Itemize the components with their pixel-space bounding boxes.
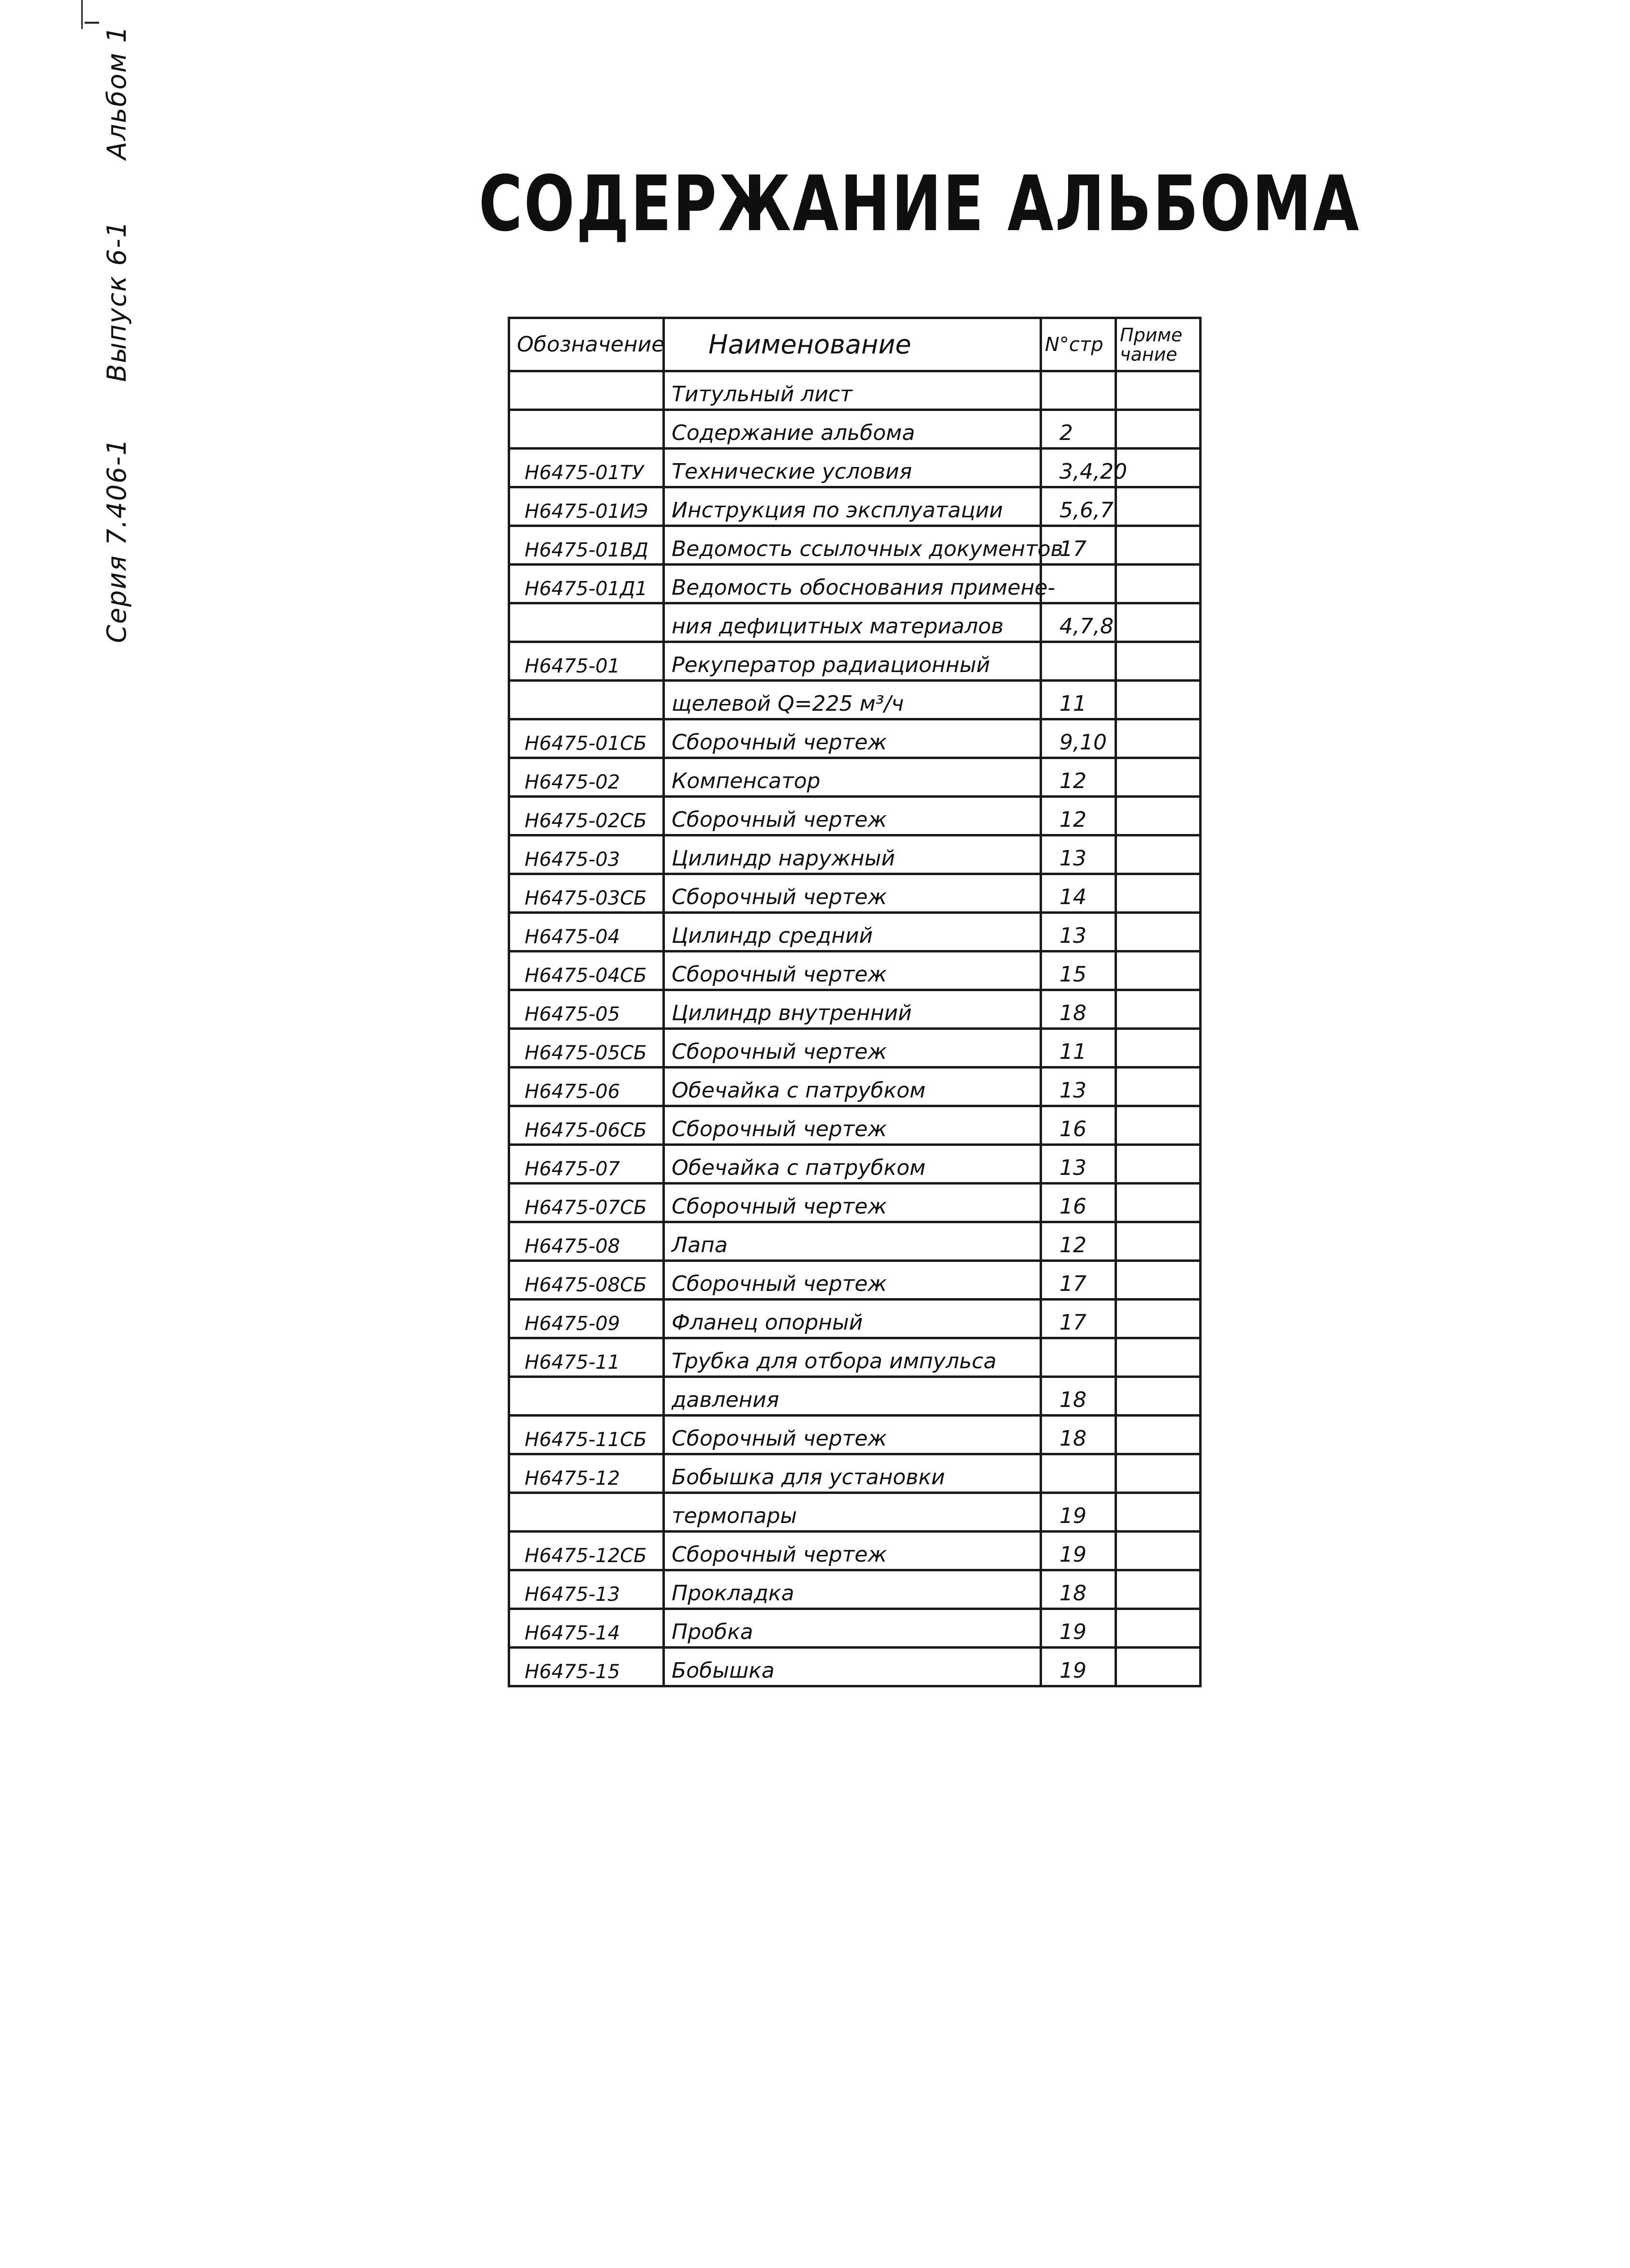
cell-designation: Н6475-01ТУ	[509, 449, 664, 487]
cell-name: Сборочный чертеж	[664, 1261, 1041, 1300]
cell-name: Содержание альбома	[664, 410, 1041, 449]
cell-designation	[509, 603, 664, 642]
page-title: СОДЕРЖАНИЕ АЛЬБОМА	[479, 160, 1361, 249]
cell-name: Инструкция по эксплуатации	[664, 487, 1041, 526]
table-row	[509, 526, 1201, 565]
table-row	[509, 371, 1201, 410]
cell-page: 9,10	[1041, 719, 1116, 758]
cell-designation: Н6475-01Д1	[509, 565, 664, 603]
cell-designation: Н6475-06СБ	[509, 1106, 664, 1145]
cell-name: Сборочный чертеж	[664, 1184, 1041, 1222]
table-row	[509, 565, 1201, 603]
cell-note	[1116, 719, 1201, 758]
table-row	[509, 1338, 1201, 1377]
cell-page: 3,4,20	[1041, 449, 1116, 487]
cell-designation: Н6475-13	[509, 1570, 664, 1609]
cell-note	[1116, 1184, 1201, 1222]
cell-page: 13	[1041, 835, 1116, 874]
cell-page	[1041, 371, 1116, 410]
cell-note	[1116, 526, 1201, 565]
header-page: N°стр	[1041, 318, 1116, 371]
cell-name: Сборочный чертеж	[664, 1532, 1041, 1570]
cell-page	[1041, 642, 1116, 681]
cell-note	[1116, 1377, 1201, 1416]
cell-designation: Н6475-07	[509, 1145, 664, 1184]
table-row	[509, 1648, 1201, 1686]
table-row	[509, 1609, 1201, 1648]
cell-page: 19	[1041, 1532, 1116, 1570]
header-designation: Обозначение	[509, 318, 664, 371]
cell-designation	[509, 1493, 664, 1532]
cell-page: 2	[1041, 410, 1116, 449]
table-row	[509, 1532, 1201, 1570]
cell-name: Фланец опорный	[664, 1300, 1041, 1338]
cell-page: 12	[1041, 758, 1116, 797]
cell-designation: Н6475-07СБ	[509, 1184, 664, 1222]
cell-page: 18	[1041, 990, 1116, 1029]
cell-name: Обечайка с патрубком	[664, 1068, 1041, 1106]
cell-designation: Н6475-01ИЭ	[509, 487, 664, 526]
table-row	[509, 1106, 1201, 1145]
cell-designation	[509, 1377, 664, 1416]
cell-name: ния дефицитных материалов	[664, 603, 1041, 642]
header-name: Наименование	[664, 318, 1041, 371]
cell-note	[1116, 642, 1201, 681]
cell-note	[1116, 913, 1201, 951]
cell-designation	[509, 410, 664, 449]
cell-name: Лапа	[664, 1222, 1041, 1261]
cell-name: Бобышка для установки	[664, 1454, 1041, 1493]
cell-designation: Н6475-04	[509, 913, 664, 951]
table-row	[509, 874, 1201, 913]
cell-name: Ведомость ссылочных документов	[664, 526, 1041, 565]
cell-designation: Н6475-06	[509, 1068, 664, 1106]
cell-designation: Н6475-08СБ	[509, 1261, 664, 1300]
cell-note	[1116, 1261, 1201, 1300]
cell-designation: Н6475-01ВД	[509, 526, 664, 565]
table-row	[509, 758, 1201, 797]
table-row	[509, 681, 1201, 719]
cell-designation: Н6475-08	[509, 1222, 664, 1261]
cell-page: 13	[1041, 1068, 1116, 1106]
table-row	[509, 951, 1201, 990]
cell-name: щелевой Q=225 м³/ч	[664, 681, 1041, 719]
cell-name: Ведомость обоснования примене-	[664, 565, 1041, 603]
cell-page	[1041, 1454, 1116, 1493]
cell-note	[1116, 1068, 1201, 1106]
cell-designation: Н6475-12СБ	[509, 1532, 664, 1570]
cell-note	[1116, 449, 1201, 487]
header-note: Приме чание	[1116, 318, 1201, 371]
cell-note	[1116, 1106, 1201, 1145]
cell-note	[1116, 1493, 1201, 1532]
side-stamp-seriya: Серия 7.406-1	[102, 438, 132, 643]
cell-page: 12	[1041, 1222, 1116, 1261]
cell-designation: Н6475-11СБ	[509, 1416, 664, 1454]
table-row	[509, 1454, 1201, 1493]
table-row	[509, 990, 1201, 1029]
cell-note	[1116, 565, 1201, 603]
table-row	[509, 1377, 1201, 1416]
cell-name: Сборочный чертеж	[664, 1416, 1041, 1454]
cell-page: 13	[1041, 913, 1116, 951]
cell-note	[1116, 758, 1201, 797]
table-row	[509, 797, 1201, 835]
cell-name: Трубка для отбора импульса	[664, 1338, 1041, 1377]
cell-page: 16	[1041, 1106, 1116, 1145]
cell-designation: Н6475-11	[509, 1338, 664, 1377]
cell-designation: Н6475-01	[509, 642, 664, 681]
cell-name: Цилиндр наружный	[664, 835, 1041, 874]
side-stamp-album: Альбом 1	[102, 25, 132, 160]
cell-designation: Н6475-02СБ	[509, 797, 664, 835]
table-row	[509, 1184, 1201, 1222]
cell-note	[1116, 371, 1201, 410]
cell-page: 17	[1041, 526, 1116, 565]
cell-page: 16	[1041, 1184, 1116, 1222]
cell-page: 18	[1041, 1570, 1116, 1609]
cell-page: 14	[1041, 874, 1116, 913]
cell-note	[1116, 990, 1201, 1029]
cell-name: Сборочный чертеж	[664, 951, 1041, 990]
cell-note	[1116, 681, 1201, 719]
cell-page: 12	[1041, 797, 1116, 835]
cell-name: Рекуператор радиационный	[664, 642, 1041, 681]
cell-designation: Н6475-09	[509, 1300, 664, 1338]
cell-note	[1116, 1029, 1201, 1068]
table-row	[509, 1145, 1201, 1184]
cell-name: Компенсатор	[664, 758, 1041, 797]
cell-note	[1116, 835, 1201, 874]
cell-designation	[509, 681, 664, 719]
cell-name: Сборочный чертеж	[664, 797, 1041, 835]
cell-page: 13	[1041, 1145, 1116, 1184]
cell-note	[1116, 1532, 1201, 1570]
cell-note	[1116, 603, 1201, 642]
table-row	[509, 719, 1201, 758]
table-header-row	[509, 318, 1201, 371]
table-row	[509, 835, 1201, 874]
cell-note	[1116, 1648, 1201, 1686]
cell-note	[1116, 1222, 1201, 1261]
cell-name: Цилиндр внутренний	[664, 990, 1041, 1029]
cell-page: 15	[1041, 951, 1116, 990]
cell-designation: Н6475-02	[509, 758, 664, 797]
cell-name: Сборочный чертеж	[664, 1106, 1041, 1145]
table-row	[509, 410, 1201, 449]
cell-name: термопары	[664, 1493, 1041, 1532]
cell-designation: Н6475-04СБ	[509, 951, 664, 990]
cell-page: 5,6,7	[1041, 487, 1116, 526]
cell-page: 17	[1041, 1300, 1116, 1338]
cell-note	[1116, 410, 1201, 449]
cell-note	[1116, 797, 1201, 835]
cell-note	[1116, 951, 1201, 990]
cell-page: 4,7,8	[1041, 603, 1116, 642]
table-body	[509, 371, 1201, 1686]
cell-note	[1116, 1416, 1201, 1454]
cell-name: Бобышка	[664, 1648, 1041, 1686]
cell-name: Технические условия	[664, 449, 1041, 487]
table-row	[509, 487, 1201, 526]
cell-name: Обечайка с патрубком	[664, 1145, 1041, 1184]
cell-name: Цилиндр средний	[664, 913, 1041, 951]
cell-page: 19	[1041, 1609, 1116, 1648]
cell-note	[1116, 1300, 1201, 1338]
table-row	[509, 1068, 1201, 1106]
table-row	[509, 1029, 1201, 1068]
cell-designation: Н6475-12	[509, 1454, 664, 1493]
table-row	[509, 642, 1201, 681]
cell-name: Титульный лист	[664, 371, 1041, 410]
table-row	[509, 1261, 1201, 1300]
table-row	[509, 1570, 1201, 1609]
table-row	[509, 1222, 1201, 1261]
cell-page: 17	[1041, 1261, 1116, 1300]
table-row	[509, 1493, 1201, 1532]
cell-note	[1116, 1338, 1201, 1377]
side-stamp	[46, 0, 132, 677]
cell-name: Пробка	[664, 1609, 1041, 1648]
cell-page	[1041, 1338, 1116, 1377]
cell-note	[1116, 487, 1201, 526]
table-row	[509, 449, 1201, 487]
cell-page: 18	[1041, 1416, 1116, 1454]
cell-page: 18	[1041, 1377, 1116, 1416]
cell-name: Прокладка	[664, 1570, 1041, 1609]
cell-designation: Н6475-15	[509, 1648, 664, 1686]
cell-name: Сборочный чертеж	[664, 1029, 1041, 1068]
cell-page: 11	[1041, 681, 1116, 719]
cell-designation: Н6475-05	[509, 990, 664, 1029]
cell-page: 19	[1041, 1648, 1116, 1686]
cell-note	[1116, 1145, 1201, 1184]
cell-designation: Н6475-03	[509, 835, 664, 874]
cell-designation: Н6475-03СБ	[509, 874, 664, 913]
cell-note	[1116, 874, 1201, 913]
cell-designation: Н6475-14	[509, 1609, 664, 1648]
cell-name: давления	[664, 1377, 1041, 1416]
cell-note	[1116, 1454, 1201, 1493]
table-row	[509, 603, 1201, 642]
cell-page: 19	[1041, 1493, 1116, 1532]
cell-note	[1116, 1570, 1201, 1609]
cell-designation: Н6475-01СБ	[509, 719, 664, 758]
side-stamp-vypusk: Выпуск 6-1	[102, 220, 132, 382]
contents-table	[508, 317, 1202, 1687]
table-row	[509, 1416, 1201, 1454]
table-row	[509, 913, 1201, 951]
cell-page: 11	[1041, 1029, 1116, 1068]
cell-designation: Н6475-05СБ	[509, 1029, 664, 1068]
cell-name: Сборочный чертеж	[664, 719, 1041, 758]
cell-designation	[509, 371, 664, 410]
cell-note	[1116, 1609, 1201, 1648]
table-row	[509, 1300, 1201, 1338]
cell-name: Сборочный чертеж	[664, 874, 1041, 913]
